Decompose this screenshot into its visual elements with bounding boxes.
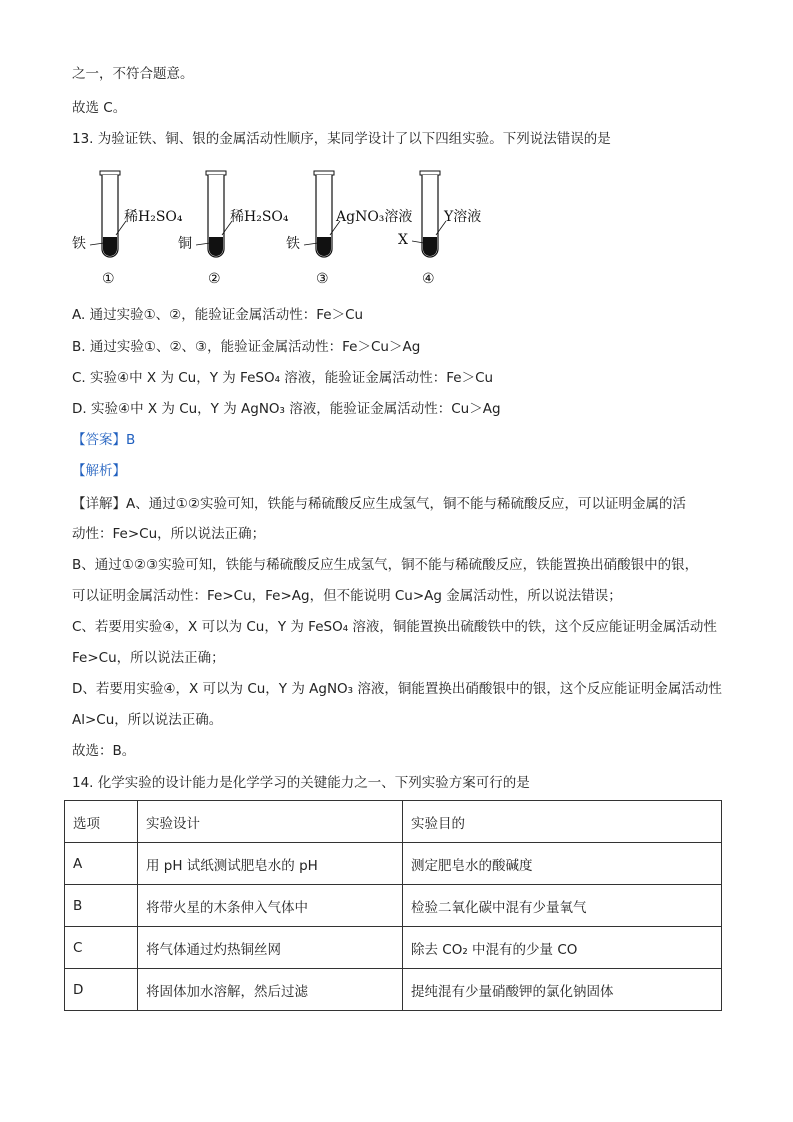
test-tube-2 — [178, 171, 289, 287]
option-b: B. 通过实验①、②、③，能验证金属活动性：Fe＞Cu＞Ag — [72, 339, 421, 355]
option-a: A. 通过实验①、②，能验证金属活动性：Fe＞Cu — [72, 307, 364, 323]
table-cell: 检验二氧化碳中混有少量氧气 — [403, 885, 722, 927]
analysis-label: 【解析】 — [72, 463, 126, 479]
table-row — [65, 843, 722, 885]
option-d: D. 实验④中 X 为 Cu，Y 为 AgNO₃ 溶液，能验证金属活动性：Cu＞Ag — [72, 401, 501, 417]
table-cell: 将带火星的木条伸入气体中 — [138, 885, 403, 927]
table-cell: D — [65, 969, 138, 1011]
test-tube-4 — [398, 171, 481, 287]
analysis-line: 可以证明金属活动性：Fe>Cu，Fe>Ag，但不能说明 Cu>Ag 金属活动性，所以说法错误； — [72, 588, 622, 604]
table-cell: 提纯混有少量硝酸钾的氯化钠固体 — [403, 969, 722, 1011]
table-header-row — [65, 801, 722, 843]
table-row — [65, 927, 722, 969]
tube-1-solution: 稀H₂SO₄ — [124, 209, 183, 225]
question-14-stem: 14. 化学实验的设计能力是化学学习的关键能力之一、下列实验方案可行的是 — [72, 775, 530, 791]
table-cell: 将固体加水溶解，然后过滤 — [138, 969, 403, 1011]
tube-2-metal: 铜 — [178, 236, 192, 252]
analysis-line: Al>Cu，所以说法正确。 — [72, 712, 223, 728]
analysis-line: 【详解】A、通过①②实验可知，铁能与稀硫酸反应生成氢气，铜不能与稀硫酸反应，可以证明金属的活 — [72, 496, 686, 512]
table-cell: A — [65, 843, 138, 885]
option-c: C. 实验④中 X 为 Cu，Y 为 FeSO₄ 溶液，能验证金属活动性：Fe＞Cu — [72, 370, 494, 386]
table-cell: 将气体通过灼热铜丝网 — [138, 927, 403, 969]
table-row — [65, 969, 722, 1011]
table-cell: B — [65, 885, 138, 927]
analysis-line: C、若要用实验④，X 可以为 Cu，Y 为 FeSO₄ 溶液，铜能置换出硫酸铁中的铁，这个反应能证明金属活动性 — [72, 619, 717, 635]
test-tube-diagram — [60, 165, 520, 295]
tube-4-solution: Y溶液 — [444, 209, 482, 225]
table-cell: 测定肥皂水的酸碱度 — [403, 843, 722, 885]
tube-2-solution: 稀H₂SO₄ — [230, 209, 289, 225]
table-header-cell: 实验设计 — [138, 801, 403, 843]
tube-2-number: ② — [208, 271, 221, 287]
table-cell: 除去 CO₂ 中混有的少量 CO — [403, 927, 722, 969]
tube-1-number: ① — [102, 271, 115, 287]
analysis-line: B、通过①②③实验可知，铁能与稀硫酸反应生成氢气，铜不能与稀硫酸反应，铁能置换出硝酸银中的银， — [72, 557, 699, 573]
table-row — [65, 885, 722, 927]
tube-4-number: ④ — [422, 271, 435, 287]
question-13-stem: 13. 为验证铁、铜、银的金属活动性顺序，某同学设计了以下四组实验。下列说法错误的是 — [72, 131, 611, 147]
analysis-line: Fe>Cu，所以说法正确； — [72, 650, 225, 666]
analysis-line: 动性：Fe>Cu，所以说法正确； — [72, 526, 266, 542]
table-header-cell: 选项 — [65, 801, 138, 843]
tube-3-metal: 铁 — [286, 236, 300, 252]
table-cell: C — [65, 927, 138, 969]
analysis-line: D、若要用实验④，X 可以为 Cu，Y 为 AgNO₃ 溶液，铜能置换出硝酸银中的银，这个反应能证明金属活动性 — [72, 681, 722, 697]
tube-4-metal: X — [398, 232, 408, 248]
test-tube-3 — [286, 171, 412, 287]
test-tube-1 — [72, 171, 183, 287]
tube-1-metal: 铁 — [72, 236, 86, 252]
table-cell: 用 pH 试纸测试肥皂水的 pH — [138, 843, 403, 885]
table-header-cell: 实验目的 — [403, 801, 722, 843]
analysis-line: 故选：B。 — [72, 743, 136, 759]
text-line: 之一，不符合题意。 — [72, 66, 194, 82]
answer-label: 【答案】B — [72, 432, 136, 448]
text-line: 故选 C。 — [72, 100, 127, 116]
tube-3-number: ③ — [316, 271, 329, 287]
tube-3-solution: AgNO₃溶液 — [336, 209, 413, 225]
options-table — [64, 800, 722, 1011]
